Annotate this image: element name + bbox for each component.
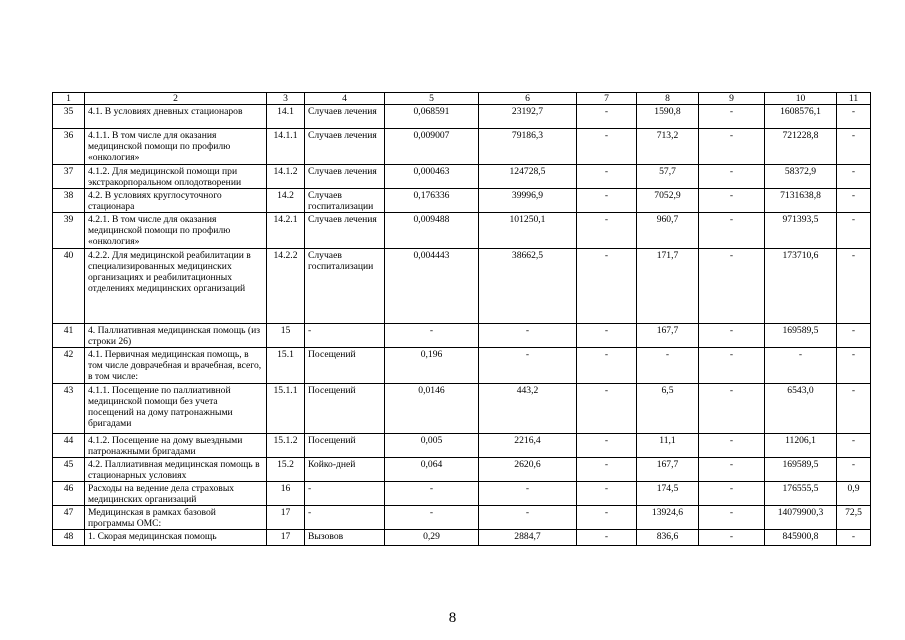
header-cell: 9 [699, 93, 765, 105]
medical-care-table [52, 92, 871, 546]
indicator-name-cell: 4.2.1. В том числе для оказания медицинской помощи по профилю «онкология» [85, 213, 267, 249]
column-9-cell: - [699, 129, 765, 165]
volume-norm-cell: - [385, 324, 479, 348]
table-row [53, 458, 871, 482]
cost-norm-cell: - [479, 348, 577, 384]
unit-cell: Случаев лечения [305, 213, 385, 249]
row-code-cell: 17 [267, 530, 305, 546]
volume-norm-cell: - [385, 482, 479, 506]
column-7-cell: - [577, 324, 637, 348]
row-code-cell: 16 [267, 482, 305, 506]
per-capita-cell: 167,7 [637, 324, 699, 348]
volume-norm-cell: 0,29 [385, 530, 479, 546]
share-percent-cell: - [837, 384, 871, 434]
cost-norm-cell: 2884,7 [479, 530, 577, 546]
per-capita-cell: 171,7 [637, 249, 699, 324]
column-9-cell: - [699, 213, 765, 249]
page-number: 8 [448, 610, 457, 626]
unit-cell: Посещений [305, 384, 385, 434]
column-9-cell: - [699, 482, 765, 506]
row-number-cell: 41 [53, 324, 85, 348]
share-percent-cell: - [837, 530, 871, 546]
indicator-name-cell: 4.2.2. Для медицинской реабилитации в специализированных медицинских организациях и реабилитационных отделениях медицинских организаций [85, 249, 267, 324]
row-code-cell: 14.2.1 [267, 213, 305, 249]
row-code-cell: 14.1.1 [267, 129, 305, 165]
header-cell: 6 [479, 93, 577, 105]
cost-norm-cell: 101250,1 [479, 213, 577, 249]
indicator-name-cell: 4.1.1. Посещение по паллиативной медицинской помощи без учета посещений на дому патронажными бригадами [85, 384, 267, 434]
volume-norm-cell: 0,0146 [385, 384, 479, 434]
row-number-cell: 38 [53, 189, 85, 213]
row-code-cell: 15.1.1 [267, 384, 305, 434]
per-capita-cell: 713,2 [637, 129, 699, 165]
cost-norm-cell: 79186,3 [479, 129, 577, 165]
share-percent-cell: - [837, 129, 871, 165]
row-number-cell: 39 [53, 213, 85, 249]
total-cost-cell: 14079900,3 [765, 506, 837, 530]
column-9-cell: - [699, 458, 765, 482]
indicator-name-cell: 4.1.2. Для медицинской помощи при экстракорпоральном оплодотворении [85, 165, 267, 189]
row-code-cell: 14.2 [267, 189, 305, 213]
indicator-name-cell: 4.1.2. Посещение на дому выездными патронажными бригадами [85, 434, 267, 458]
table-row [53, 434, 871, 458]
total-cost-cell: 7131638,8 [765, 189, 837, 213]
column-7-cell: - [577, 165, 637, 189]
volume-norm-cell: 0,068591 [385, 105, 479, 129]
unit-cell: Случаев лечения [305, 105, 385, 129]
total-cost-cell: 176555,5 [765, 482, 837, 506]
share-percent-cell: - [837, 324, 871, 348]
header-cell: 4 [305, 93, 385, 105]
unit-cell: Койко-дней [305, 458, 385, 482]
total-cost-cell: 58372,9 [765, 165, 837, 189]
row-code-cell: 14.1.2 [267, 165, 305, 189]
total-cost-cell: 173710,6 [765, 249, 837, 324]
column-7-cell: - [577, 249, 637, 324]
row-number-cell: 42 [53, 348, 85, 384]
unit-cell: Посещений [305, 348, 385, 384]
row-number-cell: 37 [53, 165, 85, 189]
per-capita-cell: 11,1 [637, 434, 699, 458]
indicator-name-cell: 4.1. Первичная медицинская помощь, в том числе доврачебная и врачебная, всего, в том числе: [85, 348, 267, 384]
row-number-cell: 46 [53, 482, 85, 506]
column-9-cell: - [699, 434, 765, 458]
per-capita-cell: - [637, 348, 699, 384]
share-percent-cell: 72,5 [837, 506, 871, 530]
volume-norm-cell: 0,196 [385, 348, 479, 384]
cost-norm-cell: - [479, 324, 577, 348]
table-row [53, 213, 871, 249]
cost-norm-cell: 23192,7 [479, 105, 577, 129]
column-7-cell: - [577, 384, 637, 434]
cost-norm-cell: - [479, 482, 577, 506]
unit-cell: Случаев госпитализации [305, 189, 385, 213]
share-percent-cell: - [837, 249, 871, 324]
table-row [53, 165, 871, 189]
row-number-cell: 40 [53, 249, 85, 324]
column-7-cell: - [577, 458, 637, 482]
row-number-cell: 47 [53, 506, 85, 530]
column-9-cell: - [699, 165, 765, 189]
indicator-name-cell: 4.2. Паллиативная медицинская помощь в стационарных условиях [85, 458, 267, 482]
cost-norm-cell: 38662,5 [479, 249, 577, 324]
per-capita-cell: 174,5 [637, 482, 699, 506]
share-percent-cell: - [837, 165, 871, 189]
share-percent-cell: 0,9 [837, 482, 871, 506]
cost-norm-cell: 39996,9 [479, 189, 577, 213]
per-capita-cell: 7052,9 [637, 189, 699, 213]
volume-norm-cell: 0,009488 [385, 213, 479, 249]
unit-cell: Посещений [305, 434, 385, 458]
table-row [53, 129, 871, 165]
table-row [53, 249, 871, 324]
share-percent-cell: - [837, 348, 871, 384]
row-code-cell: 15.2 [267, 458, 305, 482]
column-9-cell: - [699, 324, 765, 348]
per-capita-cell: 13924,6 [637, 506, 699, 530]
per-capita-cell: 6,5 [637, 384, 699, 434]
header-cell: 1 [53, 93, 85, 105]
indicator-name-cell: 4. Паллиативная медицинская помощь (из строки 26) [85, 324, 267, 348]
column-9-cell: - [699, 348, 765, 384]
table-row [53, 189, 871, 213]
row-code-cell: 14.2.2 [267, 249, 305, 324]
volume-norm-cell: 0,176336 [385, 189, 479, 213]
header-cell: 3 [267, 93, 305, 105]
total-cost-cell: 169589,5 [765, 324, 837, 348]
column-7-cell: - [577, 348, 637, 384]
column-9-cell: - [699, 105, 765, 129]
total-cost-cell: 6543,0 [765, 384, 837, 434]
total-cost-cell: 169589,5 [765, 458, 837, 482]
total-cost-cell: 1608576,1 [765, 105, 837, 129]
row-number-cell: 45 [53, 458, 85, 482]
indicator-name-cell: Медицинская в рамках базовой программы ОМС: [85, 506, 267, 530]
unit-cell: - [305, 506, 385, 530]
table-row [53, 324, 871, 348]
row-number-cell: 35 [53, 105, 85, 129]
per-capita-cell: 1590,8 [637, 105, 699, 129]
column-9-cell: - [699, 506, 765, 530]
cost-norm-cell: 124728,5 [479, 165, 577, 189]
per-capita-cell: 57,7 [637, 165, 699, 189]
header-cell: 5 [385, 93, 479, 105]
column-7-cell: - [577, 189, 637, 213]
indicator-name-cell: 4.1. В условиях дневных стационаров [85, 105, 267, 129]
table-row [53, 530, 871, 546]
row-number-cell: 48 [53, 530, 85, 546]
column-9-cell: - [699, 189, 765, 213]
unit-cell: Случаев лечения [305, 165, 385, 189]
share-percent-cell: - [837, 105, 871, 129]
column-7-cell: - [577, 129, 637, 165]
volume-norm-cell: 0,005 [385, 434, 479, 458]
cost-norm-cell: 2216,4 [479, 434, 577, 458]
table-row [53, 105, 871, 129]
volume-norm-cell: 0,064 [385, 458, 479, 482]
header-cell: 8 [637, 93, 699, 105]
column-7-cell: - [577, 434, 637, 458]
indicator-name-cell: 1. Скорая медицинская помощь [85, 530, 267, 546]
indicator-name-cell: Расходы на ведение дела страховых медицинских организаций [85, 482, 267, 506]
header-cell: 11 [837, 93, 871, 105]
row-number-cell: 36 [53, 129, 85, 165]
per-capita-cell: 960,7 [637, 213, 699, 249]
row-code-cell: 14.1 [267, 105, 305, 129]
total-cost-cell: 721228,8 [765, 129, 837, 165]
cost-norm-cell: 2620,6 [479, 458, 577, 482]
header-cell: 7 [577, 93, 637, 105]
row-number-cell: 43 [53, 384, 85, 434]
unit-cell: Случаев госпитализации [305, 249, 385, 324]
per-capita-cell: 167,7 [637, 458, 699, 482]
table-row [53, 482, 871, 506]
total-cost-cell: 971393,5 [765, 213, 837, 249]
share-percent-cell: - [837, 458, 871, 482]
table-row [53, 506, 871, 530]
total-cost-cell: 845900,8 [765, 530, 837, 546]
column-9-cell: - [699, 530, 765, 546]
cost-norm-cell: 443,2 [479, 384, 577, 434]
column-7-cell: - [577, 530, 637, 546]
row-code-cell: 15 [267, 324, 305, 348]
header-cell: 10 [765, 93, 837, 105]
row-code-cell: 15.1 [267, 348, 305, 384]
column-7-cell: - [577, 482, 637, 506]
row-number-cell: 44 [53, 434, 85, 458]
column-9-cell: - [699, 249, 765, 324]
cost-norm-cell: - [479, 506, 577, 530]
row-code-cell: 15.1.2 [267, 434, 305, 458]
unit-cell: - [305, 482, 385, 506]
volume-norm-cell: 0,000463 [385, 165, 479, 189]
column-7-cell: - [577, 105, 637, 129]
volume-norm-cell: 0,004443 [385, 249, 479, 324]
indicator-name-cell: 4.2. В условиях круглосуточного стационара [85, 189, 267, 213]
share-percent-cell: - [837, 189, 871, 213]
unit-cell: - [305, 324, 385, 348]
row-code-cell: 17 [267, 506, 305, 530]
share-percent-cell: - [837, 434, 871, 458]
column-7-cell: - [577, 506, 637, 530]
table-row [53, 384, 871, 434]
column-7-cell: - [577, 213, 637, 249]
table-row [53, 348, 871, 384]
share-percent-cell: - [837, 213, 871, 249]
unit-cell: Случаев лечения [305, 129, 385, 165]
total-cost-cell: - [765, 348, 837, 384]
header-cell: 2 [85, 93, 267, 105]
unit-cell: Вызовов [305, 530, 385, 546]
header-row [53, 93, 871, 105]
volume-norm-cell: 0,009007 [385, 129, 479, 165]
total-cost-cell: 11206,1 [765, 434, 837, 458]
per-capita-cell: 836,6 [637, 530, 699, 546]
indicator-name-cell: 4.1.1. В том числе для оказания медицинской помощи по профилю «онкология» [85, 129, 267, 165]
volume-norm-cell: - [385, 506, 479, 530]
column-9-cell: - [699, 384, 765, 434]
